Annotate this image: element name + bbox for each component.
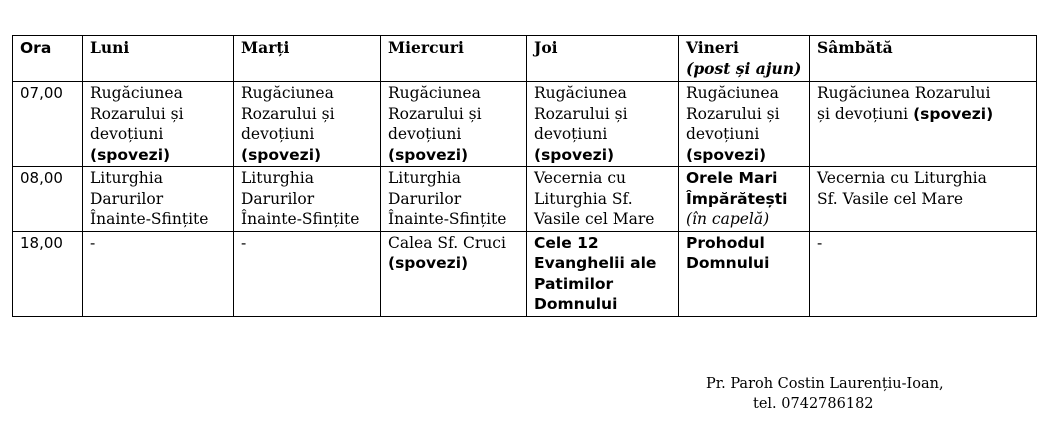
cell-vineri [679, 82, 810, 167]
header-vineri-label: Vineri [686, 38, 739, 57]
header-vineri [679, 36, 810, 82]
cell-bold-note: Împărătești [686, 189, 788, 208]
cell-text-line: Rugăciunea Rozarului [817, 84, 991, 102]
cell-text-line: Liturghia [241, 169, 314, 187]
cell-luni [83, 82, 234, 167]
cell-sambata [810, 82, 1037, 167]
cell-text-line: Înainte-Sfințite [388, 210, 507, 228]
header-joi: Joi [527, 36, 679, 82]
cell-text-line: devoțiuni [534, 125, 608, 143]
cell-bold-note: (spovezi) [913, 104, 994, 123]
cell-bold-note: Evanghelii ale [534, 254, 657, 272]
cell-italic-note: (în capelă) [686, 210, 770, 228]
cell-joi [527, 82, 679, 167]
cell-text-line: Rugăciunea [90, 84, 183, 102]
cell-text-line: Rozarului și [534, 104, 628, 123]
cell-text-line: Rozarului și [90, 104, 184, 123]
cell-text-line: Liturghia [388, 169, 461, 187]
cell-bold-note: (spovezi) [686, 145, 767, 164]
table-row [13, 231, 1037, 316]
cell-text-line: Darurilor [388, 189, 462, 208]
header-marti: Marți [234, 36, 381, 82]
cell-vineri [679, 167, 810, 232]
cell-text-line: Vecernia cu [534, 169, 626, 187]
cell-text-line: Vasile cel Mare [534, 210, 655, 228]
cell-text-line: Rugăciunea [388, 84, 481, 102]
cell-text-line: Înainte-Sfințite [90, 210, 209, 228]
cell-text-line: Rozarului și [388, 104, 482, 123]
cell-marti: - [234, 231, 381, 316]
cell-text-line: devoțiuni [686, 125, 760, 143]
header-vineri-note: (post și ajun) [686, 58, 802, 78]
header-miercuri: Miercuri [381, 36, 527, 82]
header-row [13, 36, 1037, 82]
cell-luni [83, 167, 234, 232]
cell-vineri [679, 231, 810, 316]
cell-luni: - [83, 231, 234, 316]
cell-marti [234, 82, 381, 167]
cell-text-line-with-note [817, 104, 1030, 125]
cell-text-line: Rozarului și [241, 104, 335, 123]
cell-bold-note: (spovezi) [90, 145, 171, 164]
cell-text-line: Rugăciunea [241, 84, 334, 102]
cell-text-line: Rozarului și [686, 104, 780, 123]
cell-bold-note: Orele Mari [686, 169, 778, 187]
cell-text-line: Înainte-Sfințite [241, 210, 360, 228]
cell-miercuri [381, 231, 527, 316]
time-cell: 08,00 [13, 167, 83, 232]
cell-sambata [810, 167, 1037, 232]
cell-text-line: Liturghia [90, 169, 163, 187]
signature-phone: tel. 0742786182 [753, 396, 874, 412]
cell-bold-note: Domnului [534, 295, 618, 313]
cell-bold-note: (spovezi) [241, 145, 322, 164]
cell-bold-note: Patimilor [534, 274, 614, 293]
cell-bold-note: Domnului [686, 254, 770, 272]
cell-joi [527, 167, 679, 232]
cell-text-line: Sf. Vasile cel Mare [817, 189, 964, 208]
cell-bold-note: Prohodul [686, 233, 765, 252]
schedule-table [12, 35, 1037, 317]
signature-name: Pr. Paroh Costin Laurențiu-Ioan, [706, 376, 944, 392]
cell-miercuri [381, 82, 527, 167]
cell-text-line: Rugăciunea [686, 84, 779, 102]
cell-text-line: Liturghia Sf. [534, 189, 633, 208]
cell-text-line: Darurilor [241, 189, 315, 208]
cell-joi [527, 231, 679, 316]
cell-bold-note: (spovezi) [388, 145, 469, 164]
header-luni: Luni [83, 36, 234, 82]
cell-text: și devoțiuni [817, 104, 909, 123]
time-cell: 18,00 [13, 231, 83, 316]
header-ora: Ora [13, 36, 83, 82]
cell-sambata: - [810, 231, 1037, 316]
cell-text-line: Calea Sf. Cruci [388, 233, 506, 252]
cell-text-line: Vecernia cu Liturghia [817, 169, 987, 187]
time-cell: 07,00 [13, 82, 83, 167]
cell-text-line: devoțiuni [90, 125, 164, 143]
table-row [13, 82, 1037, 167]
cell-bold-note: Cele 12 [534, 233, 599, 252]
cell-text-line: devoțiuni [388, 125, 462, 143]
cell-text-line: Rugăciunea [534, 84, 627, 102]
header-sambata: Sâmbătă [810, 36, 1037, 82]
cell-text-line: Darurilor [90, 189, 164, 208]
cell-miercuri [381, 167, 527, 232]
cell-bold-note: (spovezi) [534, 145, 615, 164]
table-row [13, 167, 1037, 232]
signature-block [706, 374, 944, 414]
cell-bold-note: (spovezi) [388, 254, 469, 272]
cell-text-line: devoțiuni [241, 125, 315, 143]
cell-marti [234, 167, 381, 232]
